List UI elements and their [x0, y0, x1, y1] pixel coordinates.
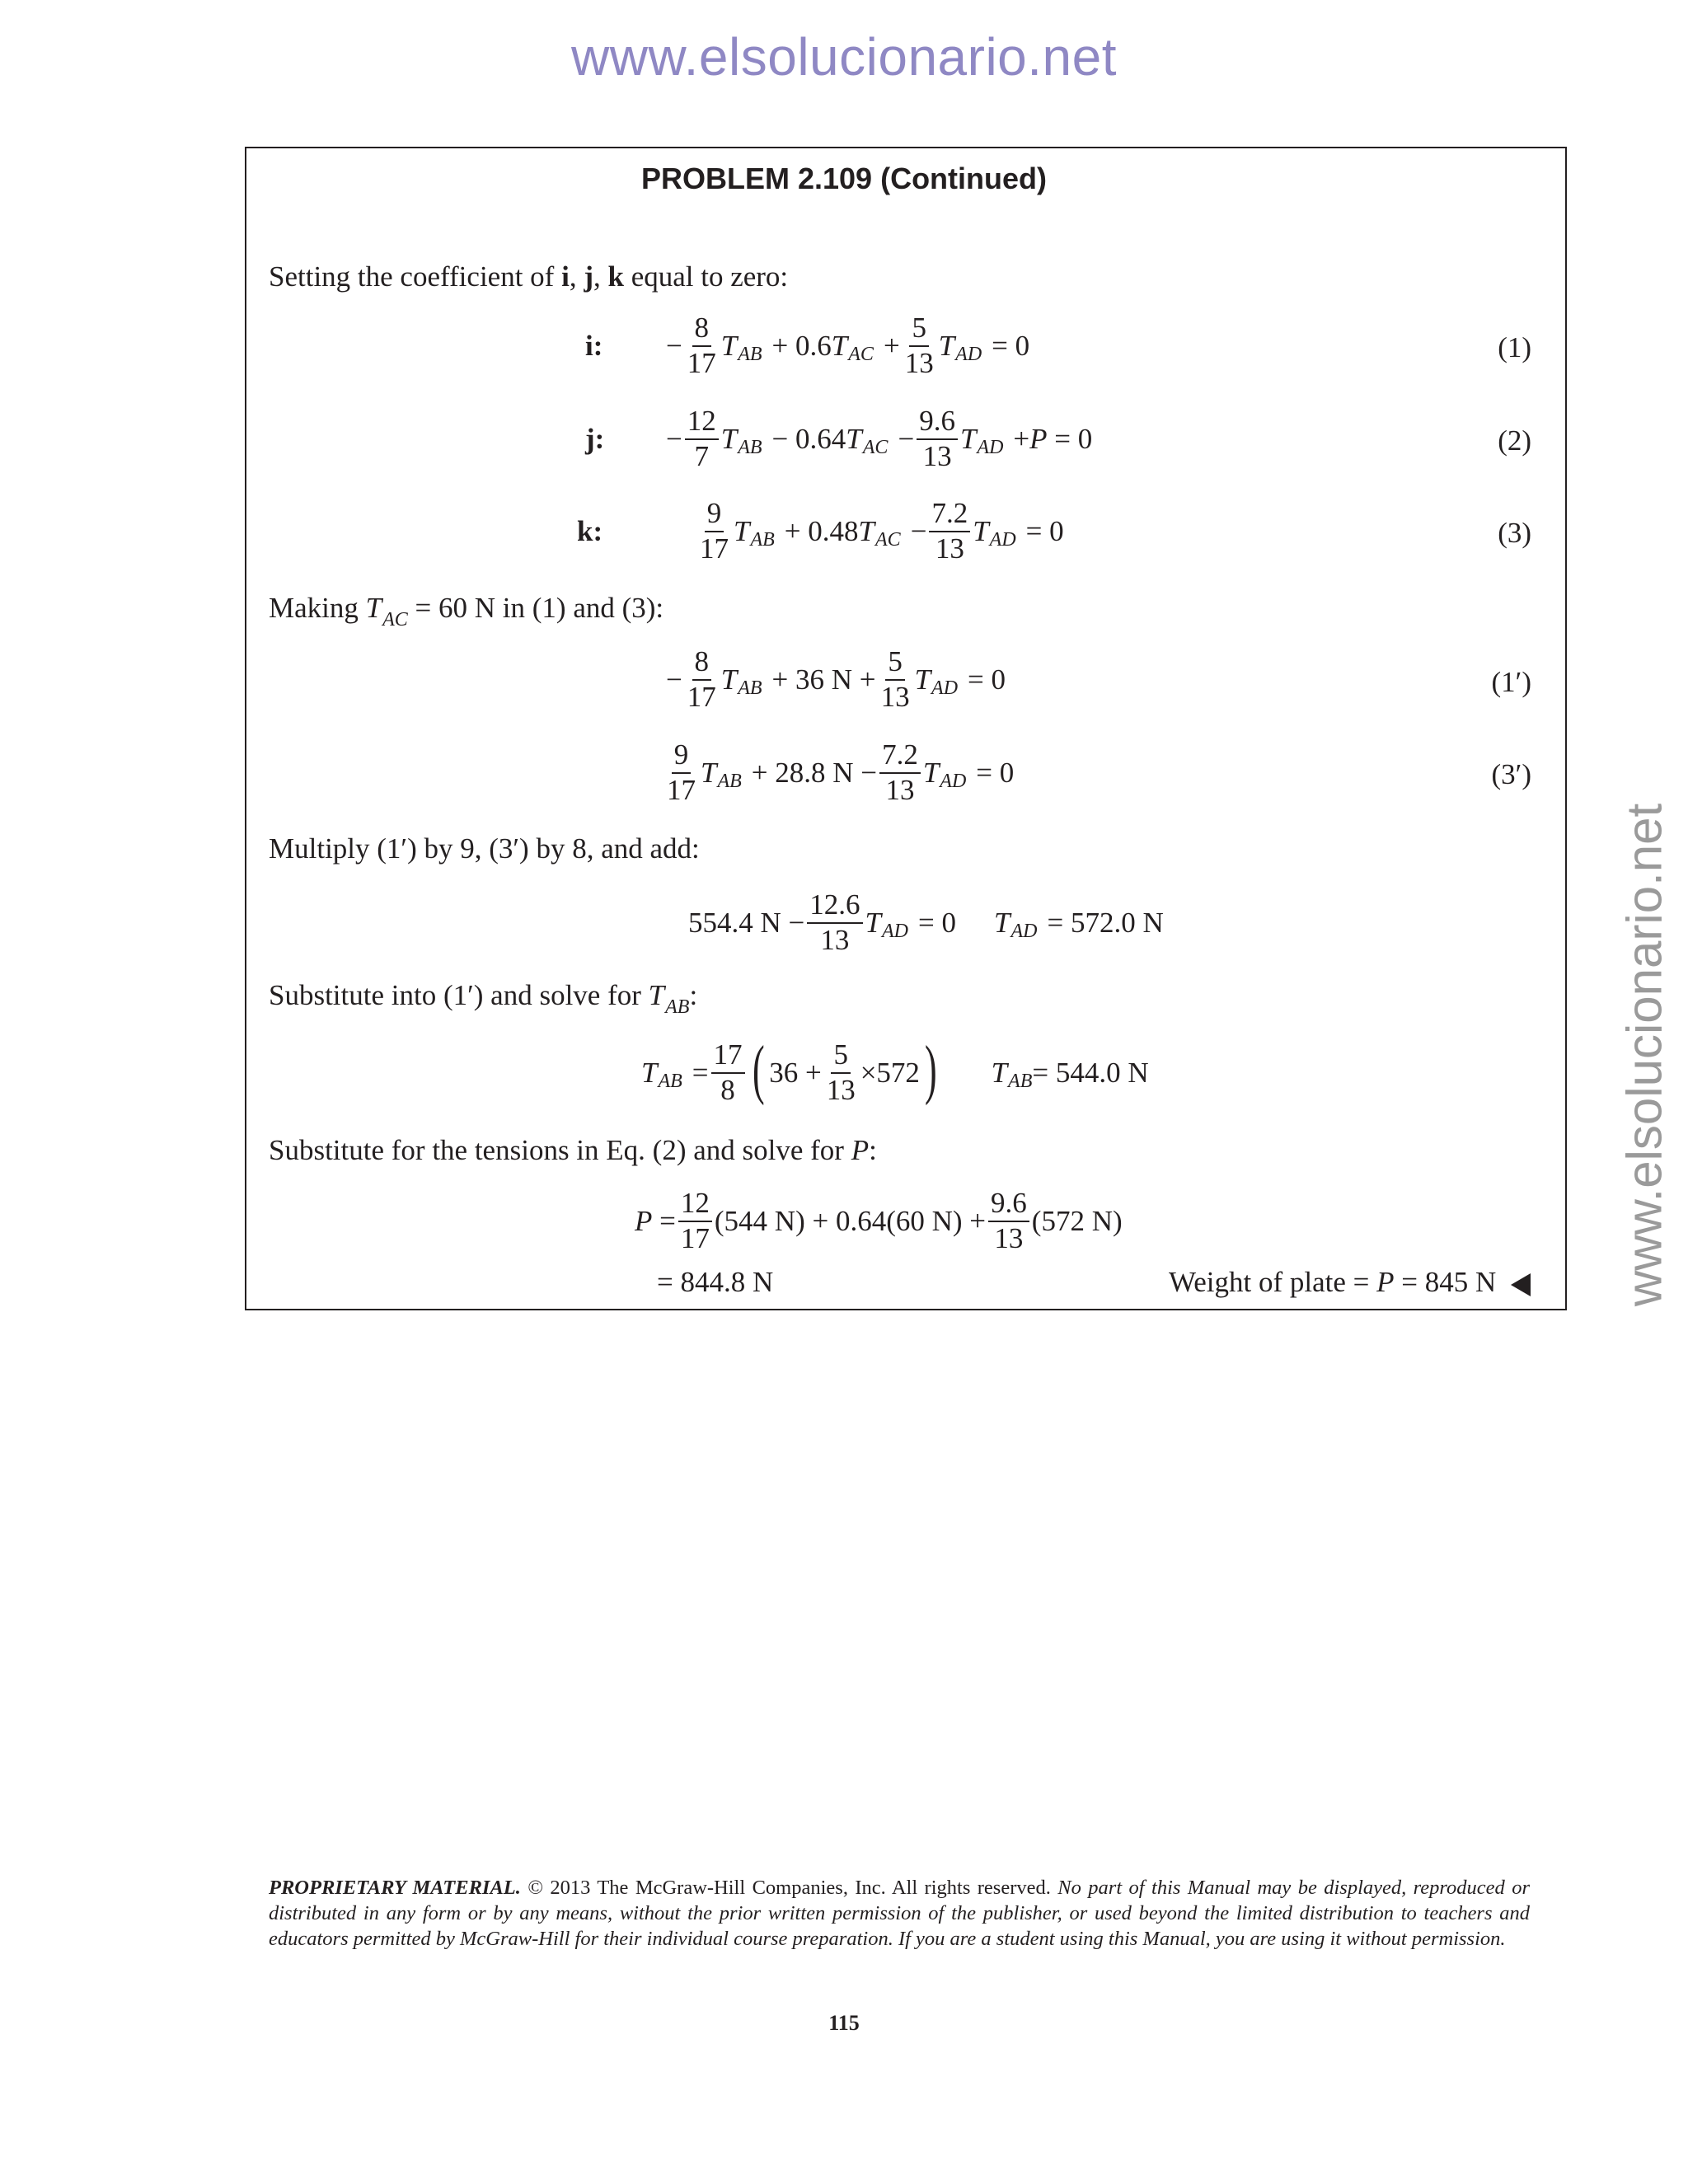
multiply-text: Multiply (1′) by 9, (3′) by 8, and add:: [269, 832, 700, 865]
eq1p-number: (1′): [1491, 666, 1531, 698]
equation-1: − $\frac{8}{17}$ T AB + 0.6 T AC + $\frac{5}{13}$ T AD = 0: [666, 312, 1030, 379]
p-result: = 844.8 N: [657, 1266, 774, 1298]
equation-1-prime: − $\frac{8}{17}$ T AB + 36 N + $\frac{5}{13}$ T AD = 0: [666, 645, 1006, 713]
eq1-label: i:: [585, 330, 603, 362]
substitute-p-text: Substitute for the tensions in Eq. (2) and solve for P:: [269, 1134, 877, 1166]
eq1-number: (1): [1498, 331, 1531, 363]
eq2-label: j:: [585, 423, 605, 455]
intro-text: Setting the coefficient of i, j, k equal to zero:: [269, 260, 789, 293]
equation-3-prime: $\frac{9}{17}$ T AB + 28.8 N − $\frac{7.2}{13}$ T AD = 0: [667, 738, 1015, 806]
watermark-side-text: www.elsolucionario.net: [1616, 803, 1672, 1307]
substitute-tab-text: Substitute into (1′) and solve for $T_{AB}$:: [269, 979, 698, 1018]
final-answer: Weight of plate = P = 845 N: [1169, 1268, 1531, 1296]
answer-arrow-icon: [1511, 1273, 1531, 1296]
eq3-label: k:: [577, 515, 603, 547]
equation-3: $\frac{9}{17}$ T AB + 0.48 T AC − $\frac{7.2}{13}$ T AD = 0: [700, 497, 1064, 565]
tab-equation: T AB = $\frac{17}{8}$ ( 36 + $\frac{5}{13}$ ×572 ) T AB = 544.0 N: [641, 1033, 1149, 1106]
eq3-number: (3): [1498, 517, 1531, 549]
page-number: 115: [828, 2011, 860, 2035]
page-title: PROBLEM 2.109 (Continued): [640, 162, 1048, 195]
eq3p-number: (3′): [1491, 758, 1531, 790]
watermark-top: www.elsolucionario.net: [571, 27, 1117, 87]
making-text: Making $T_{AC} = 60$ N in (1) and (3):: [269, 592, 664, 630]
eq2-number: (2): [1498, 424, 1531, 457]
p-equation: P = $\frac{12}{17}$ (544 N) + 0.64(60 N) + $\frac{9.6}{13}$ (572 N): [635, 1187, 1123, 1254]
equation-2: − $\frac{12}{7}$ T AB − 0.64 T AC − $\frac{9.6}{13}$ T AD + P = 0: [666, 405, 1093, 472]
combined-equation: 554.4 N − $\frac{12.6}{13}$ T AD = 0 T AD = 572.0 N: [688, 888, 1164, 956]
copyright-footer: PROPRIETARY MATERIAL. © 2013 The McGraw-Hill Companies, Inc. All rights reserved. No part of this Manual may be displayed, reproduced or distributed in any form or by any means, without the prior written permission of the publisher, or used beyond the limited distribution to teachers and educators permitted by McGraw-Hill for their individual course preparation. If you are a student using this Manual, you are using it without permission.: [269, 1877, 1530, 1950]
